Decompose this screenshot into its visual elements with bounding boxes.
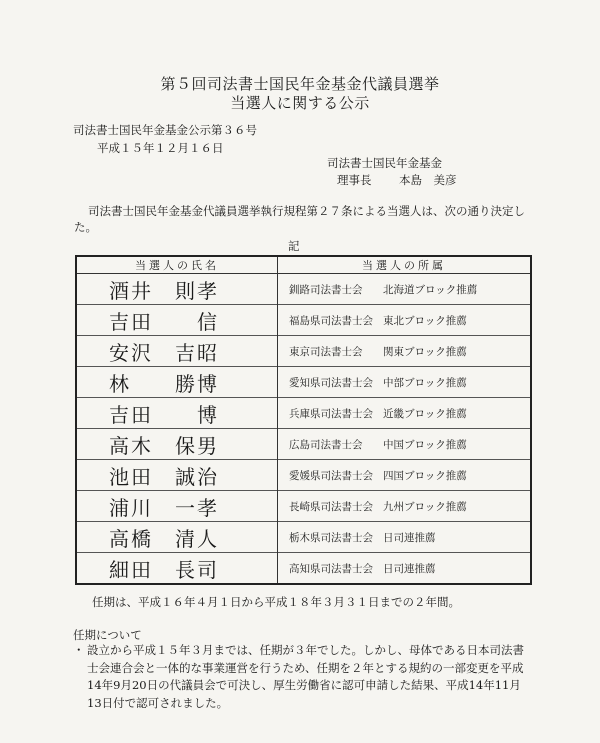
block-recommendation: 四国ブロック推薦 [383,469,467,482]
table-row [76,522,531,553]
body-text: 司法書士国民年金基金代議員選挙執行規程第２７条による当選人は、次の通り決定した。 [74,204,525,234]
table-row [76,429,531,460]
table-row [76,305,531,336]
member-affiliation [278,553,532,585]
title-line-2: 当選人に関する公示 [230,94,370,112]
association: 福島県司法書士会 [289,314,373,327]
member-affiliation [278,429,532,460]
member-affiliation [278,305,532,336]
member-name: 吉田 信 [76,305,278,336]
block-recommendation: 日司連推薦 [383,531,436,544]
table-row [76,491,531,522]
association: 愛知県司法書士会 [289,376,373,389]
block-recommendation: 北海道ブロック推薦 [383,283,478,296]
association: 釧路司法書士会 [289,283,363,296]
block-recommendation: 近畿ブロック推薦 [383,407,467,420]
association: 長崎県司法書士会 [289,500,373,513]
bullet-mark: ・ [73,643,85,657]
member-name: 細田 長司 [76,553,278,585]
notice-date: 平成１５年１２月１６日 [97,141,224,155]
header-name: 当選人の氏名 [76,256,278,274]
member-name: 林 勝博 [76,367,278,398]
member-affiliation [278,274,532,305]
elected-members-table [75,255,532,585]
notice-number: 司法書士国民年金基金公示第３６号 [73,123,257,137]
block-recommendation: 中国ブロック推薦 [383,438,467,451]
issuer-role: 理事長 [337,173,372,187]
table-row [76,274,531,305]
issuer-organization: 司法書士国民年金基金 [327,156,442,170]
association: 高知県司法書士会 [289,562,373,575]
block-recommendation: 東北ブロック推薦 [383,314,467,327]
member-name: 酒井 則孝 [76,274,278,305]
member-name: 吉田 博 [76,398,278,429]
member-name: 高橋 清人 [76,522,278,553]
member-name: 安沢 吉昭 [76,336,278,367]
issuer-signature [337,172,457,188]
association: 栃木県司法書士会 [289,531,373,544]
association: 東京司法書士会 [289,345,363,358]
table-row [76,336,531,367]
title-line-1: 第５回司法書士国民年金基金代議員選挙 [160,75,440,93]
issuer-name: 本島 美彦 [399,173,457,187]
table-header-row [76,256,531,274]
table-row [76,553,531,585]
ki-label: 記 [288,239,300,253]
member-affiliation [278,522,532,553]
member-name: 池田 誠治 [76,460,278,491]
association: 広島司法書士会 [289,438,363,451]
term-note [73,642,533,712]
member-affiliation [278,491,532,522]
member-affiliation [278,398,532,429]
term-note-heading: 任期について [73,628,142,642]
table-row [76,460,531,491]
member-affiliation [278,367,532,398]
member-affiliation [278,336,532,367]
term-text: 任期は、平成１６年４月１日から平成１８年３月３１日までの２年間。 [92,595,460,609]
association: 兵庫県司法書士会 [289,407,373,420]
table-row [76,367,531,398]
member-affiliation [278,460,532,491]
block-recommendation: 九州ブロック推薦 [383,500,467,513]
member-name: 高木 保男 [76,429,278,460]
association: 愛媛県司法書士会 [289,469,373,482]
term-note-text: 設立から平成１５年３月までは、任期が３年でした。しかし、母体である日本司法書士会連合会と一体的な事業運営を行うため、任期を２年とする規約の一部変更を平成14年9月20日の代議員会で可決し、厚生労働省に認可申請した結果、平成14年11月13日付で認可されました。 [87,643,524,710]
block-recommendation: 中部ブロック推薦 [383,376,467,389]
header-affiliation: 当選人の所属 [278,256,532,274]
member-name: 浦川 一孝 [76,491,278,522]
block-recommendation: 関東ブロック推薦 [383,345,467,358]
table-row [76,398,531,429]
block-recommendation: 日司連推薦 [383,562,436,575]
